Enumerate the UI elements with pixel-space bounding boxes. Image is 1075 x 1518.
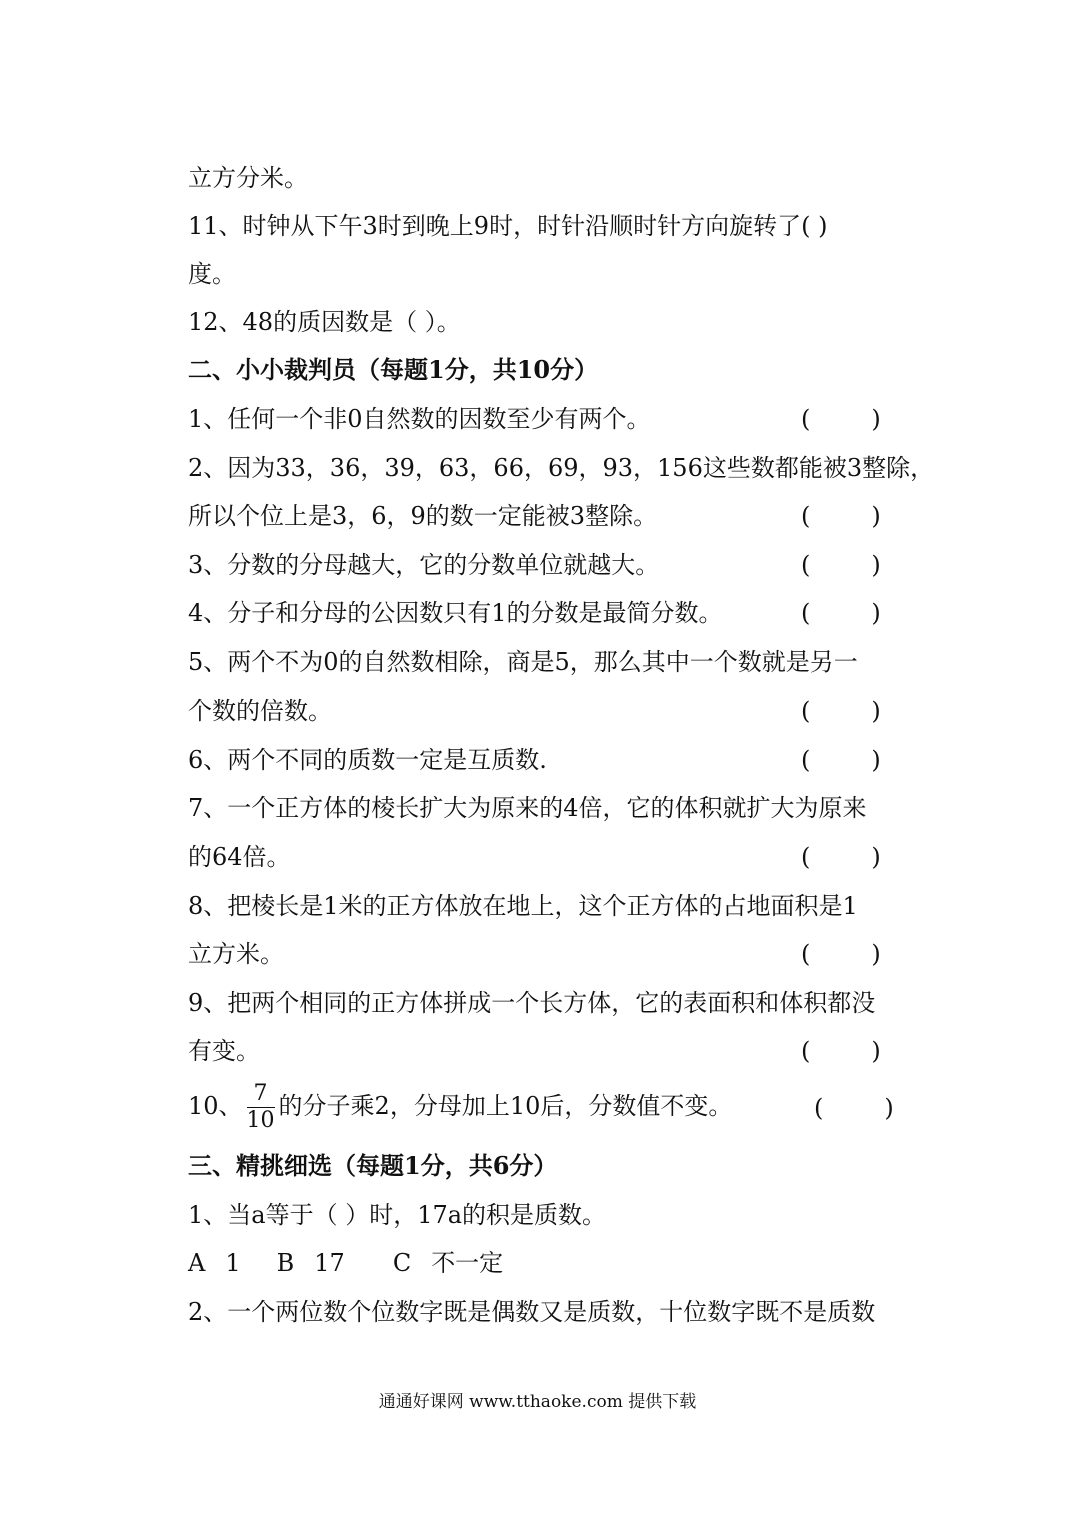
judge-10-prefix: 10、 — [188, 1092, 243, 1120]
judge-8-line1: 8、把棱长是1米的正方体放在地上，这个正方体的占地面积是1 — [188, 892, 858, 920]
judge-2-line2: 所以个位上是3，6，9的数一定能被3整除。 — [188, 502, 658, 530]
judge-1: 1、任何一个非0自然数的因数至少有两个。 — [188, 405, 651, 433]
option-c-label: C — [392, 1249, 412, 1277]
answer-parens: ( ) — [801, 599, 881, 627]
fraction-denominator: 10 — [246, 1108, 275, 1133]
section-2-heading: 二、小小裁判员（每题1分，共10分） — [188, 355, 599, 384]
judge-9-line1: 9、把两个相同的正方体拼成一个长方体，它的表面积和体积都没 — [188, 989, 876, 1017]
fraction — [247, 1083, 275, 1132]
judge-5-line1: 5、两个不为0的自然数相除，商是5，那么其中一个数就是另一 — [188, 648, 858, 676]
option-b-value: 17 — [314, 1249, 345, 1277]
answer-parens: ( ) — [814, 1094, 894, 1122]
judge-3: 3、分数的分母越大，它的分数单位就越大。 — [188, 551, 660, 579]
option-a-label: A — [188, 1249, 206, 1277]
question-12: 12、48的质因数是（ ）。 — [188, 308, 461, 336]
judge-5-line2: 个数的倍数。 — [188, 697, 332, 725]
choice-1-options — [188, 1247, 517, 1279]
footer-source: 通通好课网 www.tthaoke.com 提供下载 — [378, 1392, 697, 1412]
section-3-heading: 三、精挑细选（每题1分，共6分） — [188, 1151, 558, 1180]
answer-parens: ( ) — [801, 940, 881, 968]
fraction-numerator: 7 — [247, 1083, 275, 1108]
judge-8-line2: 立方米。 — [188, 940, 284, 968]
judge-2-line1: 2、因为33，36，39，63，66，69，93，156这些数都能被3整除， — [188, 454, 935, 482]
answer-parens: ( ) — [801, 746, 881, 774]
answer-parens: ( ) — [801, 697, 881, 725]
choice-1: 1、当a等于（ ）时，17a的积是质数。 — [188, 1201, 607, 1229]
judge-7-line1: 7、一个正方体的棱长扩大为原来的4倍，它的体积就扩大为原来 — [188, 794, 867, 822]
option-c-value: 不一定 — [431, 1249, 504, 1277]
judge-10 — [188, 1082, 732, 1132]
judge-4: 4、分子和分母的公因数只有1的分数是最简分数。 — [188, 599, 723, 627]
judge-6: 6、两个不同的质数一定是互质数. — [188, 746, 547, 774]
question-11: 11、时钟从下午3时到晚上9时，时针沿顺时针方向旋转了( ) — [188, 212, 828, 240]
answer-parens: ( ) — [801, 502, 881, 530]
answer-parens: ( ) — [801, 1037, 881, 1065]
answer-parens: ( ) — [801, 551, 881, 579]
answer-parens: ( ) — [801, 405, 881, 433]
text-line: 度。 — [188, 260, 236, 288]
choice-2: 2、一个两位数个位数字既是偶数又是质数，十位数字既不是质数 — [188, 1298, 876, 1326]
judge-7-line2: 的64倍。 — [188, 843, 291, 871]
judge-9-line2: 有变。 — [188, 1037, 260, 1065]
answer-parens: ( ) — [801, 843, 881, 871]
option-a-value: 1 — [225, 1249, 241, 1277]
option-b-label: B — [276, 1249, 295, 1277]
judge-10-suffix: 的分子乘2，分母加上10后，分数值不变。 — [278, 1092, 733, 1120]
text-line: 立方分米。 — [188, 164, 308, 192]
